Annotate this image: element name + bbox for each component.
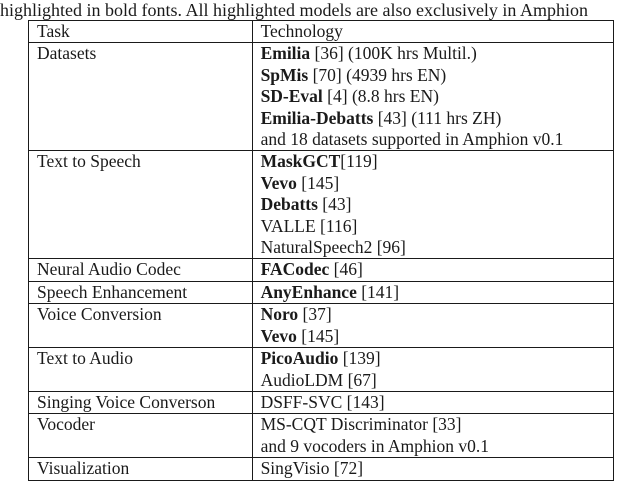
technology-detail: SingVisio [72] — [260, 458, 364, 479]
table-caption: highlighted in bold fonts. All highlighted models are also exclusively in Amphion — [0, 0, 588, 20]
technology-entry — [261, 304, 613, 325]
technology-detail: [43] (111 hrs ZH) — [373, 107, 502, 128]
highlighted-model-name: Debatts — [260, 194, 318, 215]
task-cell: Speech Enhancement — [29, 281, 253, 303]
highlighted-model-name: SpMis — [260, 64, 309, 85]
header-task: Task — [29, 21, 253, 43]
technology-table — [28, 20, 614, 481]
technology-entry — [261, 65, 613, 86]
technology-cell — [252, 414, 613, 458]
technology-entry — [261, 108, 613, 129]
technology-detail: [43] — [317, 194, 352, 215]
table-row — [29, 458, 614, 480]
highlighted-model-name: Noro — [260, 304, 299, 325]
table-body — [29, 43, 614, 480]
technology-entry — [261, 151, 613, 172]
technology-detail: VALLE [116] — [260, 215, 358, 236]
technology-entry — [261, 194, 613, 215]
technology-detail: [46] — [329, 259, 363, 280]
highlighted-model-name: Emilia — [260, 43, 311, 64]
technology-entry — [261, 173, 613, 194]
technology-detail: DSFF-SVC [143] — [260, 391, 385, 412]
technology-entry — [261, 43, 613, 64]
task-cell: Text to Speech — [29, 151, 253, 259]
technology-cell — [252, 43, 613, 151]
technology-detail: and 18 datasets supported in Amphion v0.1 — [260, 129, 564, 150]
task-cell: Voice Conversion — [29, 304, 253, 348]
technology-cell — [252, 151, 613, 259]
technology-detail: [139] — [338, 348, 381, 369]
highlighted-model-name: Vevo — [260, 172, 297, 193]
technology-entry — [261, 216, 613, 237]
technology-cell — [252, 348, 613, 392]
highlighted-model-name: MaskGCT — [260, 151, 341, 172]
technology-cell — [252, 281, 613, 303]
technology-detail: [37] — [298, 304, 332, 325]
technology-detail: [145] — [296, 172, 340, 193]
highlighted-model-name: AnyEnhance — [260, 281, 357, 302]
technology-detail: and 9 vocoders in Amphion v0.1 — [260, 435, 490, 456]
technology-entry — [261, 282, 613, 303]
table-row — [29, 281, 614, 303]
technology-detail: [119] — [340, 151, 378, 172]
technology-entry — [261, 326, 613, 347]
table-header-row — [29, 21, 614, 43]
technology-entry — [261, 348, 613, 369]
technology-detail: [141] — [356, 281, 400, 302]
highlighted-model-name: FACodec — [260, 259, 330, 280]
header-technology: Technology — [252, 21, 613, 43]
technology-detail: MS-CQT Discriminator [33] — [260, 414, 462, 435]
highlighted-model-name: SD-Eval — [260, 86, 323, 107]
technology-detail: AudioLDM [67] — [260, 369, 377, 390]
technology-entry — [261, 129, 613, 150]
technology-detail: [4] (8.8 hrs EN) — [322, 86, 439, 107]
table-row — [29, 414, 614, 458]
highlighted-model-name: Vevo — [260, 325, 297, 346]
technology-entry — [261, 259, 613, 280]
technology-cell — [252, 391, 613, 413]
technology-cell — [252, 259, 613, 281]
technology-cell — [252, 458, 613, 480]
technology-entry — [261, 392, 613, 413]
task-cell: Singing Voice Converson — [29, 391, 253, 413]
table-row — [29, 348, 614, 392]
technology-cell — [252, 304, 613, 348]
task-cell: Text to Audio — [29, 348, 253, 392]
task-cell: Vocoder — [29, 414, 253, 458]
task-cell: Visualization — [29, 458, 253, 480]
technology-entry — [261, 86, 613, 107]
technology-entry — [261, 414, 613, 435]
table-row — [29, 259, 614, 281]
highlighted-model-name: PicoAudio — [260, 348, 339, 369]
technology-detail: [36] (100K hrs Multil.) — [310, 43, 477, 64]
technology-entry — [261, 237, 613, 258]
task-cell: Datasets — [29, 43, 253, 151]
highlighted-model-name: Emilia-Debatts — [260, 107, 374, 128]
technology-entry — [261, 370, 613, 391]
technology-entry — [261, 436, 613, 457]
technology-entry — [261, 458, 613, 479]
table-row — [29, 151, 614, 259]
table-row — [29, 43, 614, 151]
table-row — [29, 391, 614, 413]
technology-detail: [145] — [296, 325, 340, 346]
technology-detail: [70] (4939 hrs EN) — [308, 64, 447, 85]
task-cell: Neural Audio Codec — [29, 259, 253, 281]
table-row — [29, 304, 614, 348]
technology-detail: NaturalSpeech2 [96] — [260, 237, 406, 258]
